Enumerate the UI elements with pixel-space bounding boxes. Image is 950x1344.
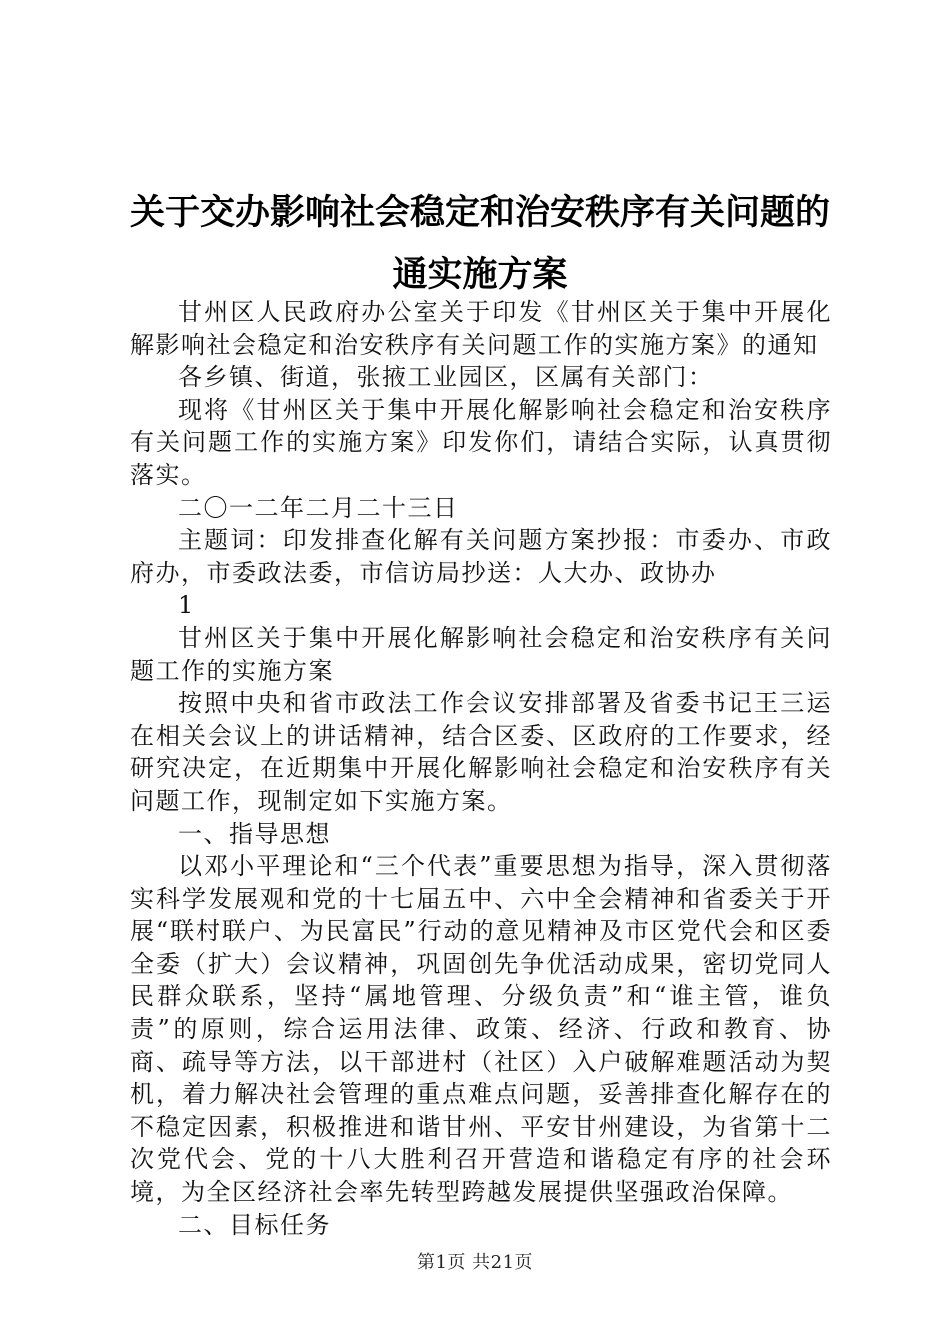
plan-intro: 按照中央和省市政法工作会议安排部署及省委书记王三运在相关会议上的讲话精神，结合区委、区政府的工作要求，经研究决定，在近期集中开展化解影响社会稳定和治安秩序有关问题工作，现制定如下实施方案。: [130, 689, 832, 815]
notice-heading: 甘州区人民政府办公室关于印发《甘州区关于集中开展化解影响社会稳定和治安秩序有关问题工作的实施方案》的通知: [130, 298, 832, 359]
inline-page-number: 1: [178, 591, 195, 620]
notice-body: 现将《甘州区关于集中开展化解影响社会稳定和治安秩序有关问题工作的实施方案》印发你们，请结合实际，认真贯彻落实。: [130, 395, 832, 489]
page-footer: 第1页 共21页: [416, 1252, 534, 1273]
subject-words: 主题词：印发排查化解有关问题方案抄报：市委办、市政府办，市委政法委，市信访局抄送：人大办、政协办: [130, 526, 832, 587]
plan-title: 甘州区关于集中开展化解影响社会稳定和治安秩序有关问题工作的实施方案: [130, 623, 832, 685]
document-body: [130, 296, 832, 1241]
notice-date: 二〇一二年二月二十三日: [178, 493, 459, 522]
section-heading-2: 二、目标任务: [178, 1210, 331, 1239]
document-title-line-1: 关于交办影响社会稳定和治安秩序有关问题的: [129, 193, 830, 233]
section-heading-1: 一、指导思想: [178, 819, 331, 848]
document-title-line-2: 通实施方案: [392, 255, 568, 295]
recipients: 各乡镇、街道，张掖工业园区，区属有关部门：: [178, 363, 714, 392]
guiding-ideology-text: 以邓小平理论和“三个代表”重要思想为指导，深入贯彻落实科学发展观和党的十七届五中、六中全会精神和省委关于开展“联村联户、为民富民”行动的意见精神及市区党代会和区委全委（扩大）会议精神，巩固创先争优活动成果，密切党同人民群众联系，坚持“属地管理、分级负责”和“谁主管，谁负责”的原则，综合运用法律、政策、经济、行政和教育、协商、疏导等方法，以干部进村（社区）入户破解难题活动为契机，着力解决社会管理的重点难点问题，妥善排查化解存在的不稳定因素，积极推进和谐甘州、平安甘州建设，为省第十二次党代会、党的十八大胜利召开营造和谐稳定有序的社会环境，为全区经济社会率先转型跨越发展提供坚强政治保障。: [130, 852, 832, 1207]
